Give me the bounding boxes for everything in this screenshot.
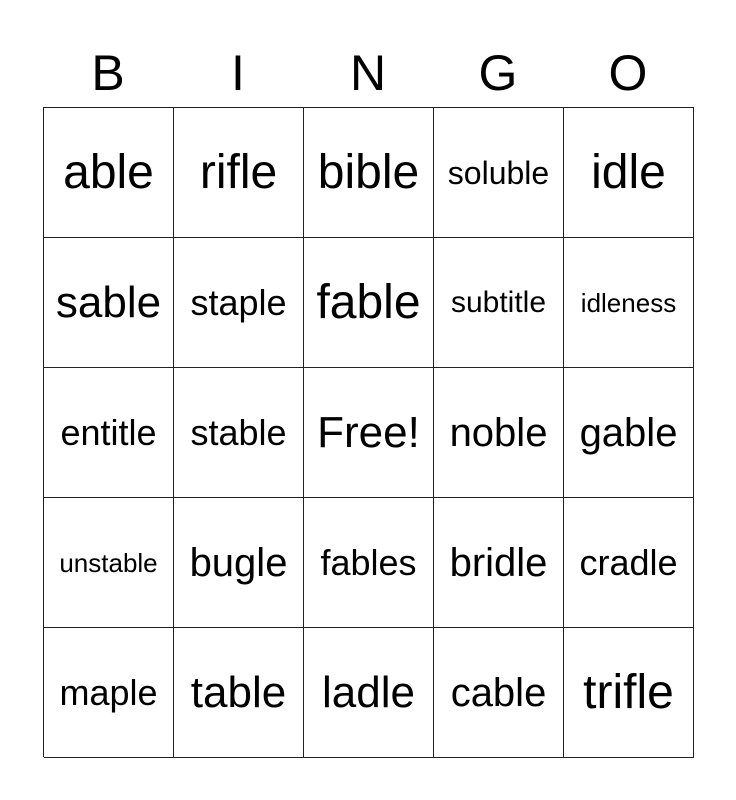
bingo-cell-r1-c4[interactable]: soluble <box>434 108 564 238</box>
bingo-cell-r5-c1[interactable]: maple <box>44 628 174 758</box>
header-letter-n: N <box>349 45 387 101</box>
bingo-cell-r2-c4[interactable]: subtitle <box>434 238 564 368</box>
bingo-cell-r2-c5[interactable]: idleness <box>564 238 694 368</box>
bingo-cell-r5-c5[interactable]: trifle <box>564 628 694 758</box>
bingo-cell-r2-c3[interactable]: fable <box>304 238 434 368</box>
bingo-cell-r5-c3[interactable]: ladle <box>304 628 434 758</box>
bingo-cell-r1-c5[interactable]: idle <box>564 108 694 238</box>
bingo-cell-r1-c3[interactable]: bible <box>304 108 434 238</box>
bingo-cell-r4-c4[interactable]: bridle <box>434 498 564 628</box>
bingo-free-space[interactable]: Free! <box>304 368 434 498</box>
header-letter-i: I <box>231 45 245 101</box>
bingo-cell-r3-c4[interactable]: noble <box>434 368 564 498</box>
bingo-cell-r4-c2[interactable]: bugle <box>174 498 304 628</box>
bingo-cell-r4-c1[interactable]: unstable <box>44 498 174 628</box>
bingo-cell-r4-c3[interactable]: fables <box>304 498 434 628</box>
bingo-cell-r3-c5[interactable]: gable <box>564 368 694 498</box>
bingo-header <box>43 40 693 106</box>
bingo-cell-r2-c1[interactable]: sable <box>44 238 174 368</box>
bingo-cell-r4-c5[interactable]: cradle <box>564 498 694 628</box>
header-letter-g: G <box>478 45 518 101</box>
bingo-cell-r1-c1[interactable]: able <box>44 108 174 238</box>
bingo-cell-r3-c2[interactable]: stable <box>174 368 304 498</box>
bingo-cell-r1-c2[interactable]: rifle <box>174 108 304 238</box>
bingo-cell-r2-c2[interactable]: staple <box>174 238 304 368</box>
header-letter-b: B <box>91 45 125 101</box>
header-letter-o: O <box>608 45 648 101</box>
bingo-cell-r5-c2[interactable]: table <box>174 628 304 758</box>
bingo-cell-r5-c4[interactable]: cable <box>434 628 564 758</box>
bingo-cell-r3-c1[interactable]: entitle <box>44 368 174 498</box>
bingo-board <box>43 107 694 757</box>
